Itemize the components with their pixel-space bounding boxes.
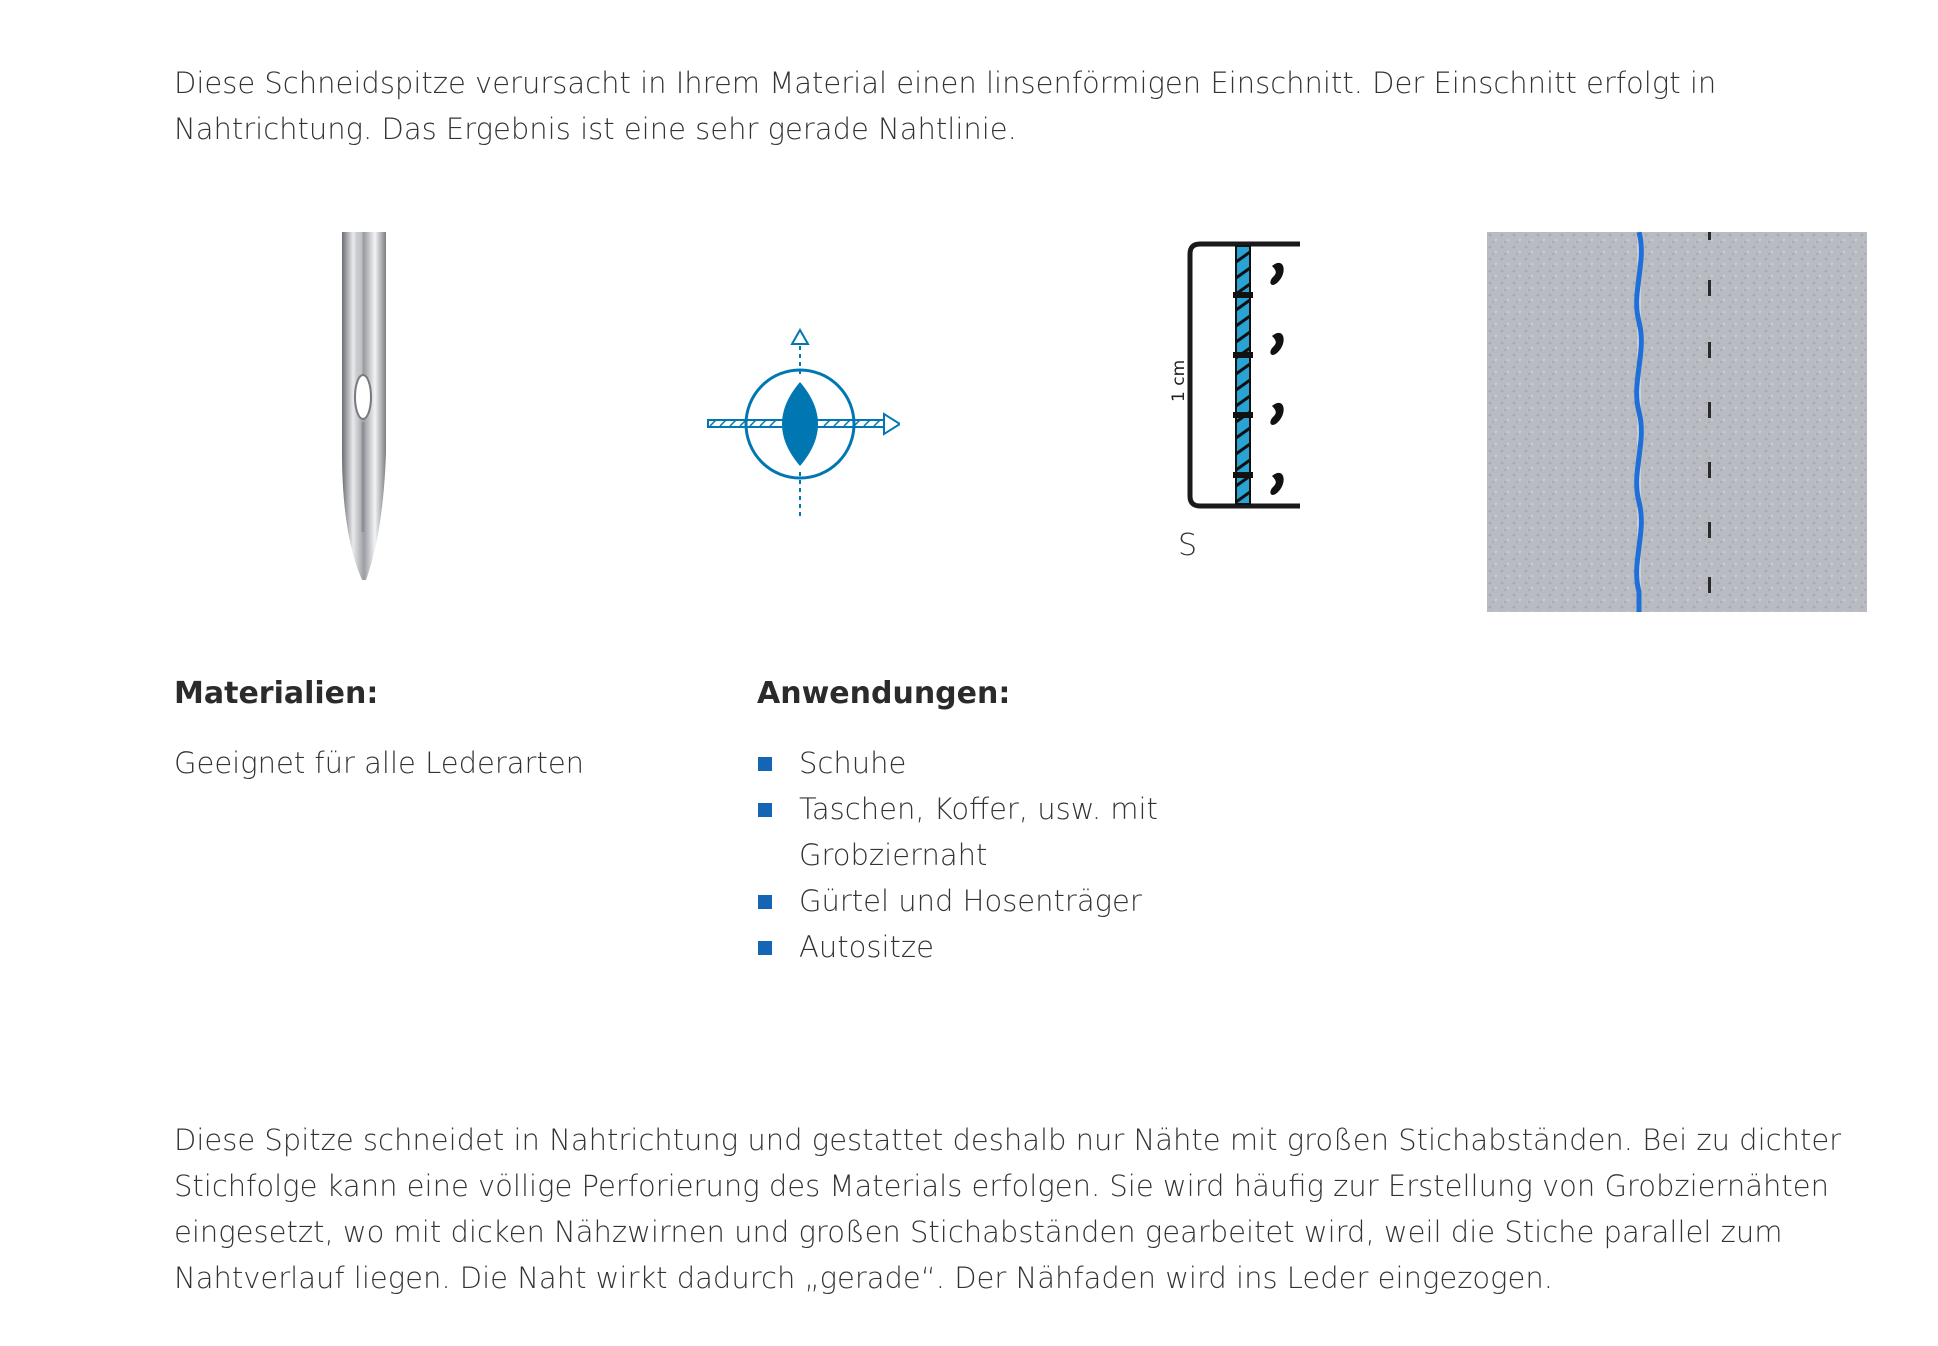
outro-paragraph: Diese Spitze schneidet in Nahtrichtung und gestattet deshalb nur Nähte mit großen Stichabständen. Bei zu dichter Stichfolge kann eine völlige Perforierung des Materials erfolgen. Sie wird häufig zur Erstellung von Grobziernähten eingesetzt, wo mit dicken Nähzwirnen und großen Stichabständen gearbeitet wird, weil die Stiche parallel zum Nahtverlauf liegen. Die Naht wirkt dadurch „gerade“. Der Nähfaden wird ins Leder eingezogen. bbox=[174, 1123, 1842, 1295]
list-item-label: Autositze bbox=[799, 930, 934, 964]
bullet-square-icon bbox=[758, 757, 772, 771]
list-item bbox=[757, 786, 1217, 878]
bullet-square-icon bbox=[758, 941, 772, 955]
needle-tip-illustration bbox=[320, 232, 400, 582]
list-item bbox=[757, 878, 1217, 924]
list-item-label: Gürtel und Hosenträger bbox=[799, 884, 1142, 918]
bullet-square-icon bbox=[758, 803, 772, 817]
scale-label: 1 cm bbox=[1169, 359, 1189, 402]
applications-heading: Anwendungen: bbox=[757, 676, 1011, 711]
list-item-label: Schuhe bbox=[799, 746, 907, 780]
applications-list bbox=[757, 740, 1217, 970]
list-item bbox=[757, 924, 1217, 970]
cropped-heading-fragment bbox=[220, 0, 500, 4]
materials-heading: Materialien: bbox=[174, 676, 379, 711]
intro-paragraph: Diese Schneidspitze verursacht in Ihrem Material einen linsenförmigen Einschnitt. Der Einschnitt erfolgt in Nahtrichtung. Das Ergebnis ist eine sehr gerade Nahtlinie. bbox=[174, 66, 1717, 146]
list-item-label: Taschen, Koffer, usw. mit Grobziernaht bbox=[799, 792, 1158, 872]
stitch-code-label: S bbox=[1178, 528, 1198, 563]
bullet-square-icon bbox=[758, 895, 772, 909]
leather-seam-photo bbox=[1487, 232, 1867, 612]
list-item bbox=[757, 740, 1217, 786]
materials-text: Geeignet für alle Lederarten bbox=[174, 746, 585, 780]
cutting-point-symbol bbox=[700, 322, 900, 522]
